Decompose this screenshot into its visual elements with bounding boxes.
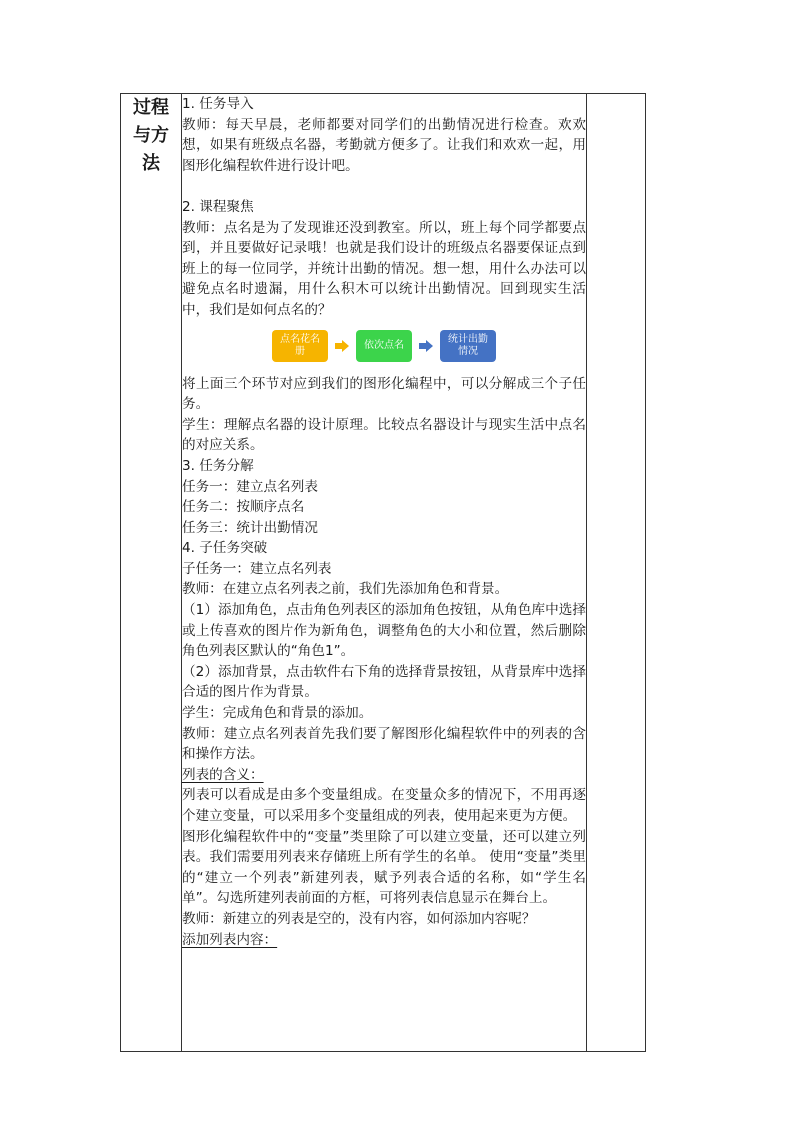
paragraph: 教师：在建立点名列表之前，我们先添加角色和背景。: [182, 581, 509, 598]
flow-step-roll-call: 依次点名: [356, 330, 412, 362]
paragraph: 教师：每天早晨，老师都要对同学们的出勤情况进行检查。欢欢想，如果有班级点名器，考勤就方便多了。让我们和欢欢一起，用图形化编程软件进行设计吧。: [182, 116, 586, 174]
paragraph: （2）添加背景，点击软件右下角的选择背景按钮，从背景库中选择合适的图片作为背景。: [182, 663, 586, 701]
list-meaning-label: 列表的含义：: [182, 766, 264, 783]
paragraph: 将上面三个环节对应到我们的图形化编程中，可以分解成三个子任务。: [182, 375, 586, 413]
section-heading: 4. 子任务突破: [182, 540, 268, 557]
content-cell: [182, 94, 587, 1052]
row-label-line: 法: [142, 153, 160, 174]
paragraph: 学生：理解点名器的设计原理。比较点名器设计与现实生活中点名的对应关系。: [182, 416, 586, 454]
table-row: [121, 94, 646, 1052]
right-arrow-icon: [419, 340, 433, 352]
add-list-content-label: 添加列表内容：: [182, 931, 278, 948]
task-item: 任务二：按顺序点名: [182, 499, 305, 516]
row-label-line: 与方: [133, 125, 169, 146]
right-arrow-icon: [335, 340, 349, 352]
paragraph: 图形化编程软件中的“变量”类里除了可以建立变量，还可以建立列表。我们需要用列表来存储班上所有学生的名单。 使用“变量”类里的“建立一个列表”新建列表，赋予列表合适的名称，如“学生名单”。勾选所建列表前面的方框，可将列表信息显示在舞台上。: [182, 828, 586, 907]
section-heading: 2. 课程聚焦: [182, 198, 254, 215]
blank-line: [182, 176, 586, 197]
row-label-line: 过程: [133, 97, 169, 118]
paragraph: 学生：完成角色和背景的添加。: [182, 705, 373, 722]
paragraph: 教师：新建立的列表是空的，没有内容，如何添加内容呢？: [182, 910, 536, 927]
subheading-underlined: [182, 765, 586, 786]
flow-step-attendance-stats: 统计出勤情况: [440, 330, 496, 362]
section-heading: 1. 任务导入: [182, 96, 254, 112]
notes-cell: [587, 94, 646, 1052]
paragraph: 教师：建立点名列表首先我们要了解图形化编程软件中的列表的含和操作方法。: [182, 725, 586, 763]
subheading-underlined: [182, 930, 586, 951]
paragraph: （1）添加角色，点击角色列表区的添加角色按钮，从角色库中选择或上传喜欢的图片作为新角色，调整角色的大小和位置，然后删除角色列表区默认的“角色1”。: [182, 602, 586, 660]
task-item: 任务三：统计出勤情况: [182, 519, 318, 536]
row-label-cell: [121, 94, 182, 1052]
subtask-heading: 子任务一：建立点名列表: [182, 560, 332, 577]
section-heading: 3. 任务分解: [182, 457, 254, 474]
process-flow-diagram: [182, 330, 586, 362]
paragraph: 教师：点名是为了发现谁还没到教室。所以，班上每个同学都要点到，并且要做好记录哦！也就是我们设计的班级点名器要保证点到班上的每一位同学，并统计出勤的情况。想一想，用什么办法可以避免点名时遗漏，用什么积木可以统计出勤情况。回到现实生活中，我们是如何点名的？: [182, 219, 586, 318]
paragraph: 列表可以看成是由多个变量组成。在变量众多的情况下，不用再逐个建立变量，可以采用多个变量组成的列表，使用起来更为方便。: [182, 787, 586, 824]
lesson-plan-table: [120, 93, 646, 1052]
task-item: 任务一：建立点名列表: [182, 478, 318, 495]
flow-step-roster: 点名花名册: [272, 330, 328, 362]
